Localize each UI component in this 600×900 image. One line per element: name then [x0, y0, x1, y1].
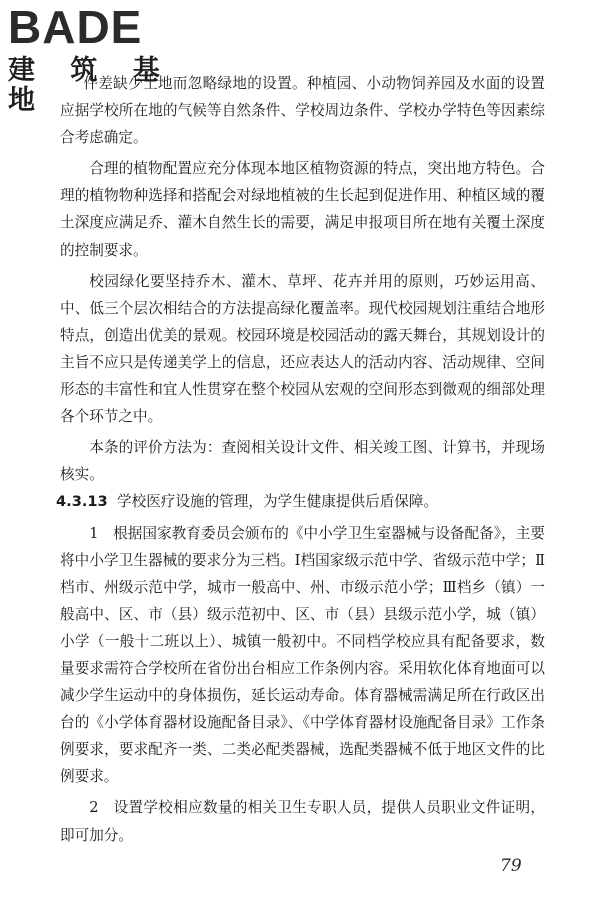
clause-4-3-13	[56, 488, 545, 515]
paragraph-item-1: 1 根据国家教育委员会颁布的《中小学卫生室器械与设备配备》，主要将中小学卫生器械的要求分为三档。Ⅰ档国家级示范中学、省级示范中学；Ⅱ档市、州级示范中学，城市一般高中、州、市级示范小学；Ⅲ档乡（镇）一般高中、区、市（县）级示范初中、区、市（县）县级示范小学，城（镇）小学（一般十二班以上）、城镇一般初中。不同档学校应具有配备要求，数量要求需符合学校所在省份出台相应工作条例内容。采用软化体育地面可以减少学生运动中的身体损伤，延长运动寿命。体育器械需满足所在行政区出台的《小学体育器材设施配备目录》、《中学体育器材设施配备目录》工作条例要求，要求配齐一类、二类必配类器械，选配类器械不低于地区文件的比例要求。	[60, 524, 545, 786]
document-body	[56, 70, 545, 849]
logo-brand: BADE	[8, 1, 143, 53]
page-number: 79	[500, 856, 522, 876]
paragraph-plant-configuration: 合理的植物配置应充分体现本地区植物资源的特点，突出地方特色。合理的植物物种选择和搭配会对绿地植被的生长起到促进作用、种植区域的覆土深度应满足乔、灌木自然生长的需要，满足申报项目所在地有关覆土深度的控制要求。	[60, 160, 545, 259]
paragraph-evaluation-method: 本条的评价方法为：查阅相关设计文件、相关竣工图、计算书，并现场核实。	[60, 439, 545, 484]
paragraph-item-2: 2 设置学校相应数量的相关卫生专职人员，提供人员职业文件证明，即可加分。	[60, 799, 545, 844]
clause-heading: 学校医疗设施的管理，为学生健康提供后盾保障。	[117, 493, 439, 511]
clause-number: 4.3.13	[56, 493, 108, 511]
paragraph-greening-conditions: 件差缺少土地而忽略绿地的设置。种植园、小动物饲养园及水面的设置应据学校所在地的气候等自然条件、学校周边条件、学校办学特色等因素综合考虑确定。	[60, 75, 545, 147]
paragraph-campus-greening: 校园绿化要坚持乔木、灌木、草坪、花卉并用的原则，巧妙运用高、中、低三个层次相结合的方法提高绿化覆盖率。现代校园规划注重结合地形特点，创造出优美的景观。校园环境是校园活动的露天舞台，其规划设计的主旨不应只是传递美学上的信息，还应表达人的活动内容、活动规律、空间形态的丰富性和宜人性贯穿在整个校园从宏观的空间形态到微观的细部处理各个环节之中。	[60, 272, 545, 426]
logo-chinese: 建 筑 基 地	[8, 55, 173, 116]
